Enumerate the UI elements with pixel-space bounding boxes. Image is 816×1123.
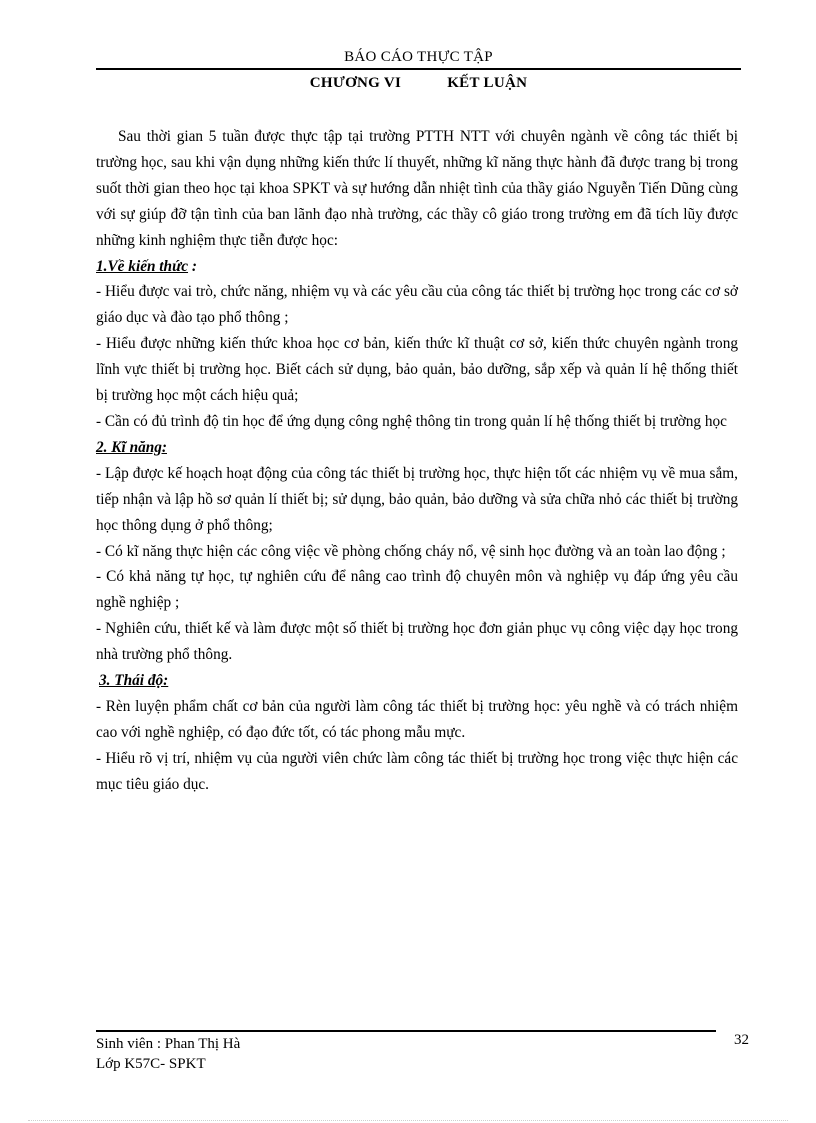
footer-divider (96, 1030, 716, 1032)
page-number: 32 (734, 1032, 749, 1048)
section-heading-text: 3. Thái độ: (99, 672, 169, 690)
chapter-title: KẾT LUẬN (447, 75, 528, 91)
footer-student-name: Sinh viên : Phan Thị Hà (96, 1036, 241, 1052)
page-header-title: BÁO CÁO THỰC TẬP (344, 49, 493, 65)
header-divider (96, 68, 741, 70)
page-bottom-border (28, 1120, 788, 1121)
chapter-number: CHƯƠNG VI (309, 75, 402, 91)
list-item: - Cần có đủ trình độ tin học để ứng dụng công nghệ thông tin trong quản lí hệ thống thiết bị trường học (96, 412, 727, 430)
section-heading-suffix: : (188, 257, 197, 275)
list-item: - Có khả năng tự học, tự nghiên cứu để nâng cao trình độ chuyên môn và nghiệp vụ đáp ứng yêu cầu nghề nghiệp ; (96, 568, 738, 612)
footer-class: Lớp K57C- SPKT (96, 1056, 206, 1072)
section-heading-text: 1.Về kiến thức (96, 257, 189, 275)
list-item: - Hiểu rõ vị trí, nhiệm vụ của người viên chức làm công tác thiết bị trường học trong việc thực hiện các mục tiêu giáo dục. (96, 749, 738, 793)
list-item: - Nghiên cứu, thiết kế và làm được một số thiết bị trường học đơn giản phục vụ công việc dạy học trong nhà trường phổ thông. (96, 620, 738, 664)
list-item: - Hiểu được vai trò, chức năng, nhiệm vụ và các yêu cầu của công tác thiết bị trường học trong các cơ sở giáo dục và đào tạo phổ thông ; (96, 283, 738, 327)
list-item: - Có kĩ năng thực hiện các công việc về phòng chống cháy nổ, vệ sinh học đường và an toàn lao động ; (96, 542, 726, 560)
intro-paragraph: Sau thời gian 5 tuần được thực tập tại trường PTTH NTT với chuyên ngành về công tác thiết bị trường học, sau khi vận dụng những kiến thức lí thuyết, những kĩ năng thực hành đã được trang bị trong suốt thời gian theo học tại khoa SPKT và sự hướng dẫn nhiệt tình của thầy giáo Nguyễn Tiến Dũng cùng với sự giúp đỡ tận tình của ban lãnh đạo nhà trường, các thầy cô giáo trong trường em đã tích lũy được những kinh nghiệm thực tiễn được học: (96, 128, 738, 249)
section-heading-skills (96, 435, 738, 461)
list-item: - Lập được kế hoạch hoạt động của công tác thiết bị trường học, thực hiện tốt các nhiệm vụ về mua sắm, tiếp nhận và lập hồ sơ quản lí thiết bị; sử dụng, bảo quản, bảo dưỡng và sửa chữa nhỏ các thiết bị trường học thông dụng ở phổ thông; (96, 464, 738, 534)
document-body (96, 124, 738, 798)
section-heading-attitude (96, 668, 738, 694)
section-heading-knowledge (96, 254, 738, 280)
list-item: - Rèn luyện phẩm chất cơ bản của người làm công tác thiết bị trường học: yêu nghề và có trách nhiệm cao với nghề nghiệp, có đạo đức tốt, có tác phong mẫu mực. (96, 697, 738, 741)
chapter-heading (96, 75, 741, 92)
section-heading-text: 2. Kĩ năng: (96, 438, 167, 456)
list-item: - Hiểu được những kiến thức khoa học cơ bản, kiến thức kĩ thuật cơ sở, kiến thức chuyên ngành trong lĩnh vực thiết bị trường học. Biết cách sử dụng, bảo quản, bảo dưỡng, sắp xếp và quản lí hệ thống thiết bị trường học một cách hiệu quả; (96, 335, 738, 405)
